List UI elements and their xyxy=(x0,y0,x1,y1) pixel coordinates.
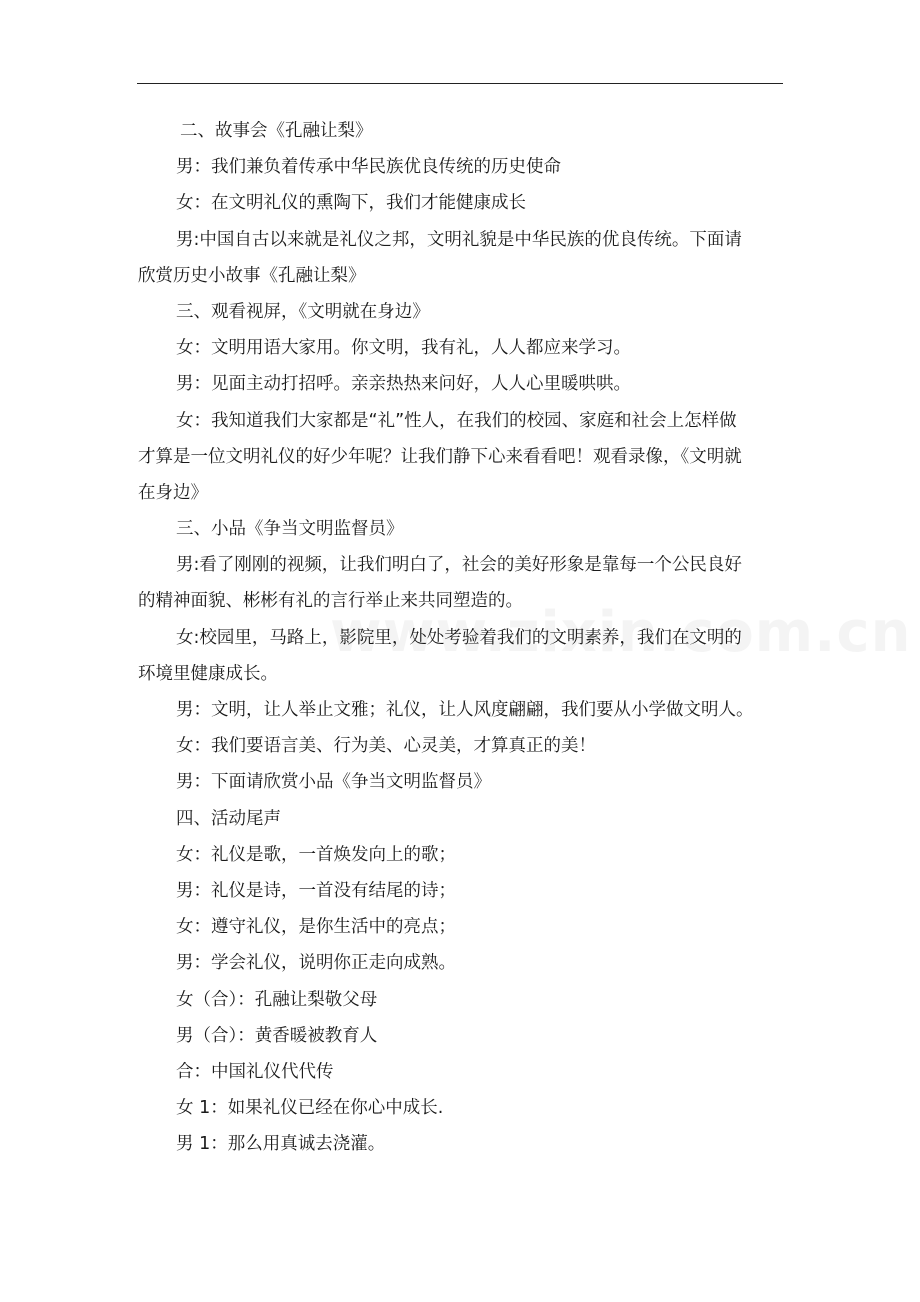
text-line: 男 1：那么用真诚去浇灌。 xyxy=(176,1134,386,1155)
text-line: 男：下面请欣赏小品《争当文明监督员》 xyxy=(176,772,491,793)
text-line: 男：我们兼负着传承中华民族优良传统的历史使命 xyxy=(176,157,561,178)
text-line: 男（合）：黄香暖被教育人 xyxy=(176,1025,378,1046)
text-line: 环境里健康成长。 xyxy=(138,663,278,684)
text-line: 女（合）：孔融让梨敬父母 xyxy=(176,989,378,1010)
text-line: 女：遵守礼仪，是你生活中的亮点； xyxy=(176,917,456,938)
text-line: 男:看了刚刚的视频，让我们明白了，社会的美好形象是靠每一个公民良好 xyxy=(176,555,742,576)
text-line: 四、活动尾声 xyxy=(176,808,281,829)
text-line: 才算是一位文明礼仪的好少年呢？让我们静下心来看看吧！观看录像，《文明就 xyxy=(138,446,742,467)
text-line: 三、观看视屏，《文明就在身边》 xyxy=(176,301,430,322)
header-rule xyxy=(137,83,783,84)
text-line: 男：见面主动打招呼。亲亲热热来问好，人人心里暖哄哄。 xyxy=(176,374,631,395)
text-line: 欣赏历史小故事《孔融让梨》 xyxy=(138,265,366,286)
text-line: 的精神面貌、彬彬有礼的言行举止来共同塑造的。 xyxy=(138,591,523,612)
text-line: 男：文明，让人举止文雅；礼仪，让人风度翩翩，我们要从小学做文明人。 xyxy=(176,700,754,720)
text-line: 男：学会礼仪，说明你正走向成熟。 xyxy=(176,953,456,974)
text-line: 女：我知道我们大家都是“礼”性人，在我们的校园、家庭和社会上怎样做 xyxy=(176,410,737,431)
text-line: 男:中国自古以来就是礼仪之邦，文明礼貌是中华民族的优良传统。下面请 xyxy=(176,229,742,250)
text-line: 女：我们要语言美、行为美、心灵美，才算真正的美！ xyxy=(176,736,596,757)
text-line: 合：中国礼仪代代传 xyxy=(176,1061,334,1082)
text-line: 女：文明用语大家用。你文明，我有礼，人人都应来学习。 xyxy=(176,338,631,359)
document-body xyxy=(138,113,784,1162)
text-line: 女：礼仪是歌，一首焕发向上的歌； xyxy=(176,844,456,865)
text-line: 二、故事会《孔融让梨》 xyxy=(180,121,373,141)
text-line: 男：礼仪是诗，一首没有结尾的诗； xyxy=(176,880,456,901)
text-line: 女：在文明礼仪的熏陶下，我们才能健康成长 xyxy=(176,193,526,214)
text-line: 女:校园里，马路上，影院里，处处考验着我们的文明素养，我们在文明的 xyxy=(176,627,742,648)
text-line: 在身边》 xyxy=(138,482,208,503)
text-line: 三、小品《争当文明监督员》 xyxy=(176,519,404,540)
text-line: 女 1：如果礼仪已经在你心中成长. xyxy=(176,1098,444,1119)
